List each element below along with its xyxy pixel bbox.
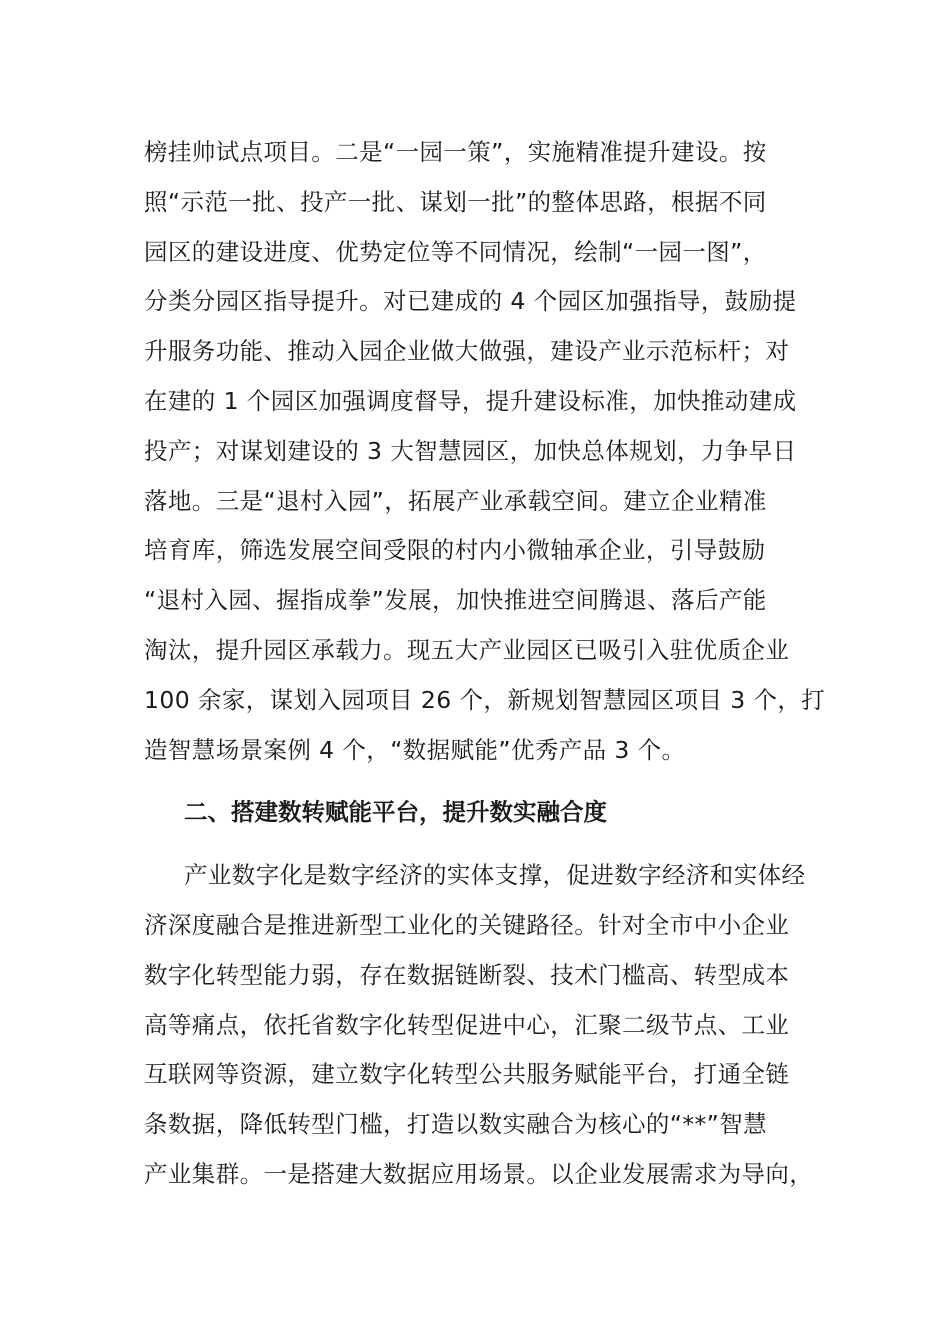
text-line: 造智慧场景案例 4 个，“数据赋能”优秀产品 3 个。 [144,735,686,764]
text-line: 落地。三是“退村入园”，拓展产业承载空间。建立企业精准 [144,486,767,515]
document-page [144,128,824,1200]
paragraph-2 [144,851,824,1200]
text-line: 数字化转型能力弱，存在数据链断裂、技术门槛高、转型成本 [144,960,790,989]
text-line: 培育库，筛选发展空间受限的村内小微轴承企业，引导鼓励 [144,536,766,565]
text-line: 在建的 1 个园区加强调度督导，提升建设标准，加快推动建成 [144,386,797,415]
text-line: 照“示范一批、投产一批、谋划一批”的整体思路，根据不同 [144,187,767,216]
paragraph-1 [144,128,824,775]
text-line: 园区的建设进度、优势定位等不同情况，绘制“一园一图”， [144,237,767,266]
text-line: “退村入园、握指成拳”发展，加快推进空间腾退、落后产能 [144,586,767,615]
text-line: 产业集群。一是搭建大数据应用场景。以企业发展需求为导向， [144,1159,814,1188]
text-line: 高等痛点，依托省数字化转型促进中心，汇聚二级节点、工业 [144,1010,790,1039]
text-line: 榜挂帅试点项目。二是“一园一策”，实施精准提升建设。按 [144,138,767,166]
text-line: 淘汰，提升园区承载力。现五大产业园区已吸引入驻优质企业 [144,635,790,664]
text-line: 互联网等资源，建立数字化转型公共服务赋能平台，打通全链 [144,1060,790,1089]
text-line: 产业数字化是数字经济的实体支撑，促进数字经济和实体经 [184,861,806,890]
text-line: 投产；对谋划建设的 3 大智慧园区，加快总体规划，力争早日 [144,436,797,465]
text-line: 分类分园区指导提升。对已建成的 4 个园区加强指导，鼓励提 [144,287,797,316]
text-line: 100 余家，谋划入园项目 26 个，新规划智慧园区项目 3 个，打 [144,685,826,714]
section-heading: 二、搭建数转赋能平台，提升数实融合度 [184,798,607,827]
text-line: 条数据，降低转型门槛，打造以数实融合为核心的“**”智慧 [144,1110,768,1139]
text-line: 升服务功能、推动入园企业做大做强，建设产业示范标杆；对 [144,337,790,366]
text-line: 济深度融合是推进新型工业化的关键路径。针对全市中小企业 [144,910,790,939]
